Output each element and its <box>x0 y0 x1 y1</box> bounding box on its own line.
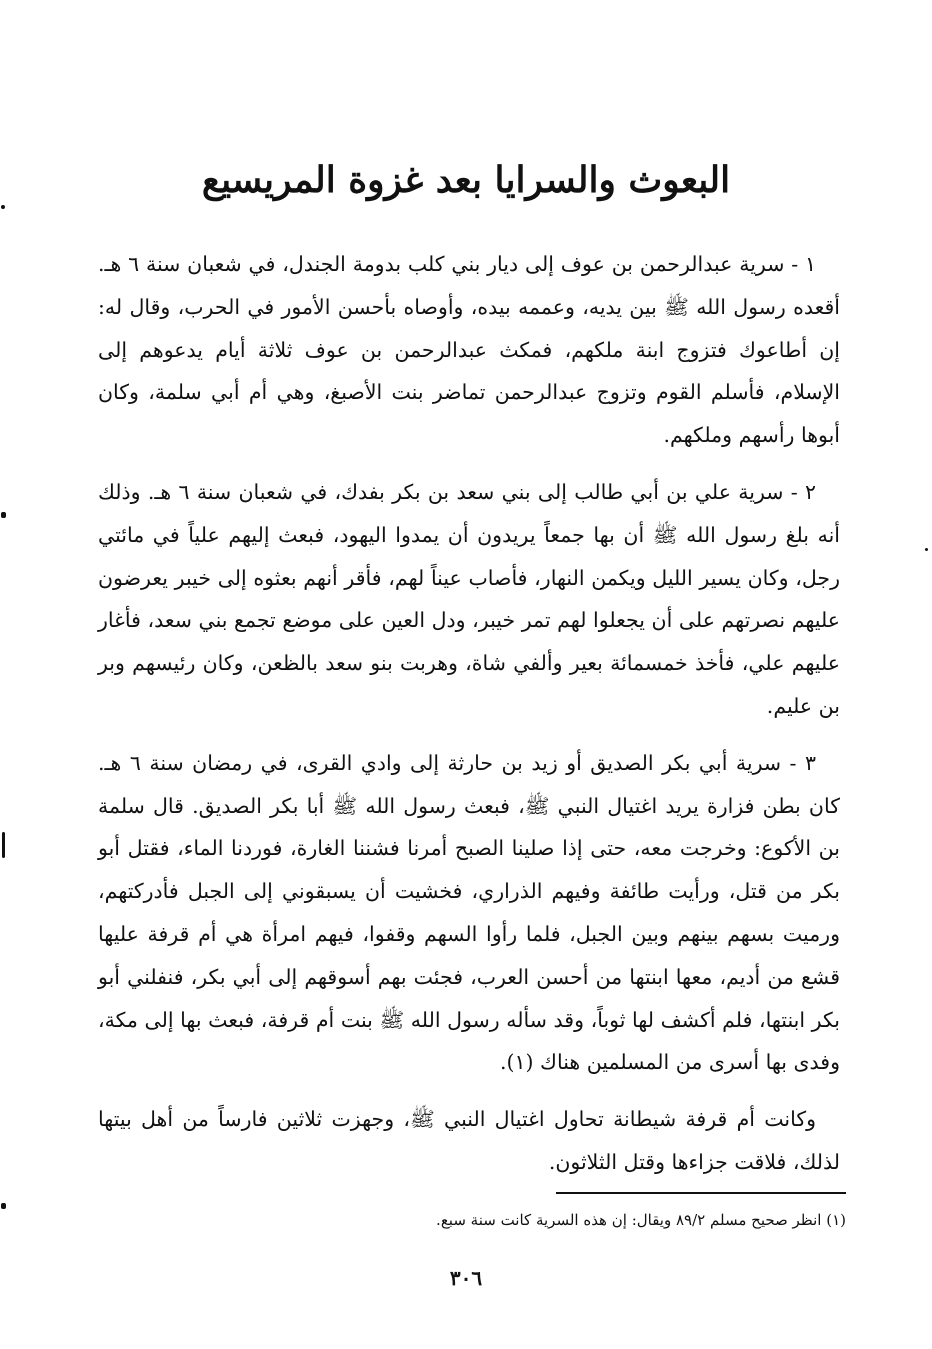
footnote-separator <box>556 1192 846 1194</box>
scan-speck <box>1 205 5 209</box>
scan-speck <box>2 832 5 858</box>
paragraph-4: وكانت أم قرفة شيطانة تحاول اغتيال النبي ﷺ، وجهزت ثلاثين فارساً من أهل بيتها لذلك، فلاقت جزاءها وقتل الثلاثون. <box>98 1107 840 1174</box>
paragraph-3: ٣ - سرية أبي بكر الصديق أو زيد بن حارثة إلى وادي القرى، في رمضان سنة ٦ هـ. كان بطن فزارة يريد اغتيال النبي ﷺ، فبعث رسول الله ﷺ أبا بكر الصديق. قال سلمة بن الأكوع: وخرجت معه، حتى إذا صلينا الصبح أمرنا فشننا الغارة، فوردنا الماء، فقتل أبو بكر من قتل، ورأيت طائفة وفيهم الذراري، فخشيت أن يسبقوني إلى الجبل فأدركتهم، ورميت بسهم بينهم وبين الجبل، فلما رأوا السهم وقفوا، فيهم امرأة هي أم قرفة عليها قشع من أديم، معها ابنتها من أحسن العرب، فجئت بهم أسوقهم إلى أبي بكر، فنفلني أبو بكر ابنتها، فلم أكشف لها ثوباً، وقد سأله رسول الله ﷺ بنت أم قرفة، فبعث بها إلى مكة، وفدى بها أسرى من المسلمين هناك (١). <box>98 750 840 1075</box>
page-title: البعوث والسرايا بعد غزوة المريسيع <box>201 159 731 201</box>
paragraph-1: ١ - سرية عبدالرحمن بن عوف إلى ديار بني كلب بدومة الجندل، في شعبان سنة ٦ هـ. أقعده رسول الله ﷺ بين يديه، وعممه بيده، وأوصاه بأحسن الأمور في الحرب، وقال له: إن أطاعوك فتزوج ابنة ملكهم، فمكث عبدالرحمن بن عوف ثلاثة أيام يدعوهم إلى الإسلام، فأسلم القوم وتزوج عبدالرحمن تماضر بنت الأصبغ، وهي أم أبي سلمة، وكان أبوها رأسهم وملكهم. <box>98 252 840 448</box>
paragraph-2: ٢ - سرية علي بن أبي طالب إلى بني سعد بن بكر بفدك، في شعبان سنة ٦ هـ. وذلك أنه بلغ رسول الله ﷺ أن بها جمعاً يريدون أن يمدوا اليهود، فبعث إليهم علياً في مائتي رجل، وكان يسير الليل ويكمن النهار، فأصاب عيناً لهم، فأقر أنهم بعثوه إلى خيبر يعرضون عليهم نصرتهم على أن يجعلوا لهم تمر خيبر، ودل العين على موضع تجمع بني سعد، فأغار عليهم علي، فأخذ خمسمائة بعير وألفي شاة، وهربت بنو سعد بالظعن، وكان رئيسهم وبر بن عليم. <box>98 479 840 718</box>
scan-speck <box>925 548 928 551</box>
footnote: (١) انظر صحيح مسلم ٨٩/٢ ويقال: إن هذه السرية كانت سنة سبع. <box>436 1211 846 1229</box>
main-text <box>98 243 840 1198</box>
scan-speck <box>1 512 6 518</box>
page-number: ٣٠٦ <box>449 1266 483 1290</box>
scan-speck <box>1 1203 6 1209</box>
